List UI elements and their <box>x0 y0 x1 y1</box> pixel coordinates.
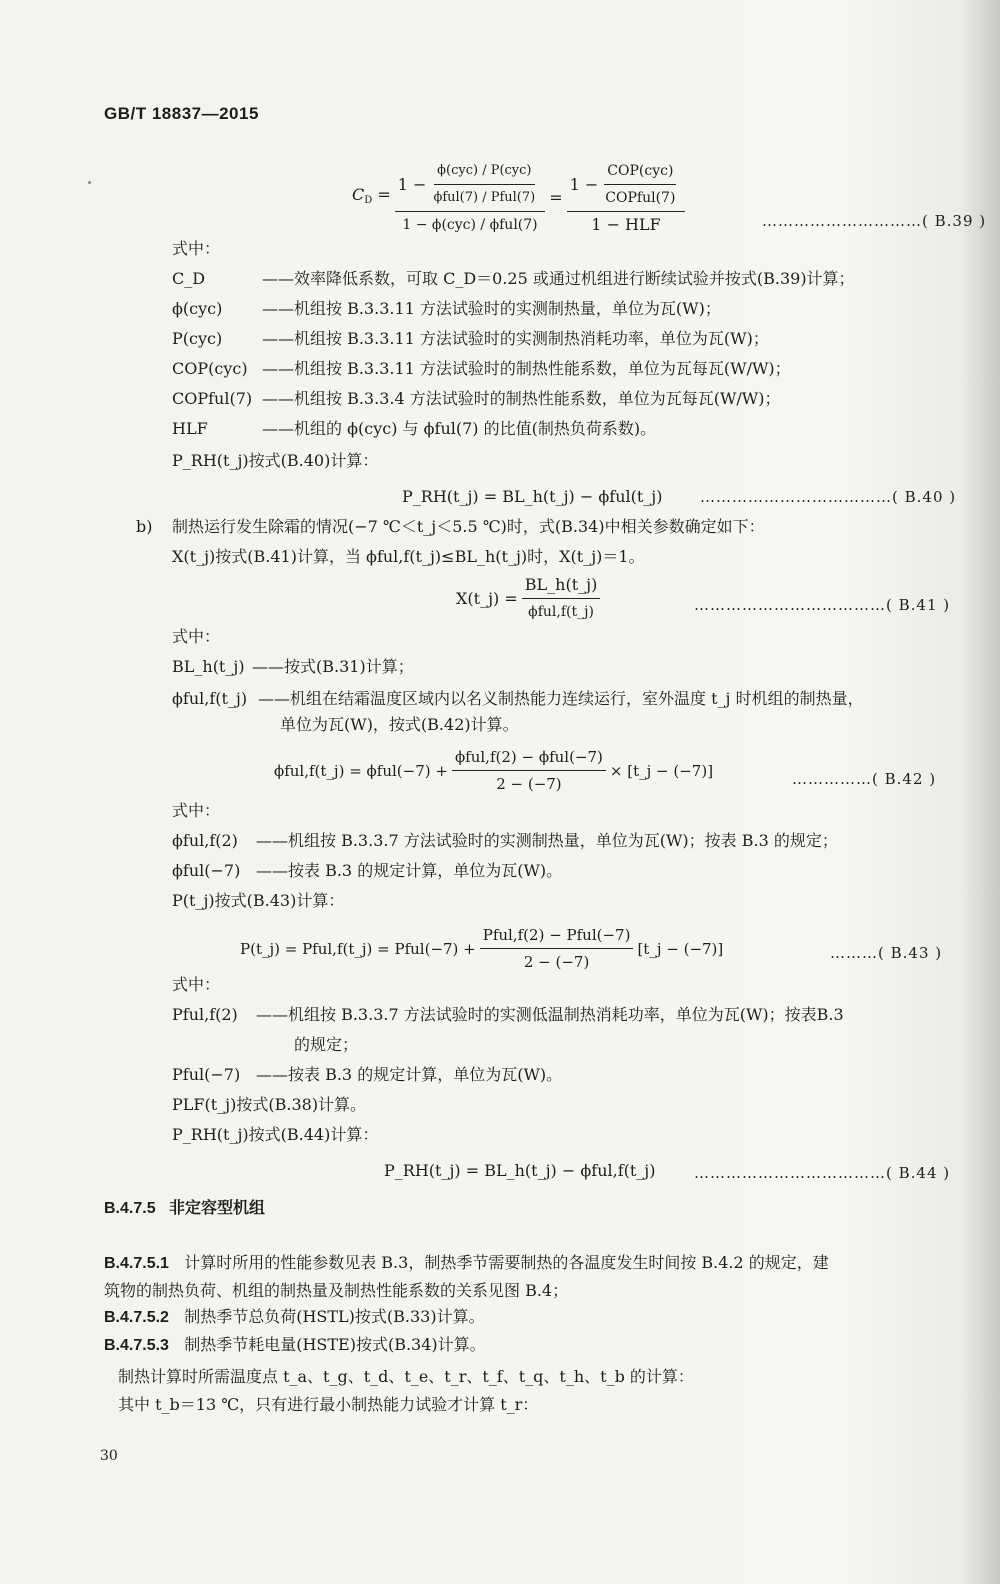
eq39-fraction-1: 1 − $\frac{\text{ϕ(cyc) / P(cyc)}}{\text{ϕful(7) / Pful(7)}}$ 1 − ϕ(cyc) / ϕful(7) <box>395 160 545 236</box>
prh-intro-2: P_RH(t_j)按式(B.44)计算： <box>172 1125 379 1144</box>
para-b47552: B.4.7.5.2 制热季节总负荷(HSTL)按式(B.33)计算。 <box>104 1307 485 1326</box>
where4-sym-0: Pful,f(2) <box>172 1005 238 1024</box>
section-heading: B.4.7.5 非定容型机组 <box>104 1200 265 1217</box>
eq39-fraction-2: 1 − $\frac{\text{COP(cyc)}}{\text{COPful(7)}}$ 1 − HLF <box>567 160 686 236</box>
where1-desc-2: ——机组按 B.3.3.11 方法试验时的实测制热消耗功率，单位为瓦(W)； <box>262 329 769 348</box>
scan-speck <box>88 181 91 184</box>
equation-b39: $C_D$ = 1 − $\frac{\text{ϕ(cyc) / P(cyc)}}{\text{ϕful(7) / Pful(7)}}$ 1 − ϕ(cyc) / ϕful(7) = 1 − $\frac{\text{COP(cyc)}}{\text{COPful(7)}}$ 1 − HLF <box>352 160 689 236</box>
where1-sym-1: ϕ(cyc) <box>172 299 223 318</box>
eq39-number: …………………………( B.39 ) <box>762 212 987 230</box>
where2-desc-1-cont: 单位为瓦(W)，按式(B.42)计算。 <box>280 715 519 734</box>
where1-sym-2: P(cyc) <box>172 329 223 348</box>
where1-desc-4: ——机组按 B.3.3.4 方法试验时的制热性能系数，单位为瓦每瓦(W/W)； <box>262 389 781 408</box>
where3-sym-1: ϕful(−7) <box>172 861 241 880</box>
equation-b40: P_RH(t_j) = BL_h(t_j) − ϕful(t_j) <box>402 487 663 506</box>
where4-desc-0: ——机组按 B.3.3.7 方法试验时的实测低温制热消耗功率，单位为瓦(W)；按表B.3 <box>256 1005 844 1024</box>
p-intro: P(t_j)按式(B.43)计算： <box>172 891 345 910</box>
where4-desc-0-cont: 的规定； <box>294 1035 359 1054</box>
where1-desc-3: ——机组按 B.3.3.11 方法试验时的制热性能系数，单位为瓦每瓦(W/W)； <box>262 359 791 378</box>
where4-sym-1: Pful(−7) <box>172 1065 241 1084</box>
eq41-number: ………………………………( B.41 ) <box>694 596 951 614</box>
where-label-1: 式中： <box>172 239 221 258</box>
where2-desc-1: ——机组在结霜温度区域内以名义制热能力连续运行，室外温度 t_j 时机组的制热量， <box>258 689 864 708</box>
where1-sym-4: COPful(7) <box>172 389 253 408</box>
para-b47551: B.4.7.5.1 计算时所用的性能参数见表 B.3，制热季节需要制热的各温度发生时间按 B.4.2 的规定，建 <box>104 1253 829 1272</box>
where1-desc-1: ——机组按 B.3.3.11 方法试验时的实测制热量，单位为瓦(W)； <box>262 299 721 318</box>
para-temp-points: 制热计算时所需温度点 t_a、t_g、t_d、t_e、t_r、t_f、t_q、t_h、t_b 的计算： <box>118 1367 694 1386</box>
x-intro: X(t_j)按式(B.41)计算，当 ϕful,f(t_j)≤BL_h(t_j)时，X(t_j)＝1。 <box>172 547 645 566</box>
where1-desc-0: ——效率降低系数，可取 C_D＝0.25 或通过机组进行断续试验并按式(B.39)计算； <box>262 269 855 288</box>
where2-desc-0: ——按式(B.31)计算； <box>252 657 414 676</box>
where-label-3: 式中： <box>172 801 221 820</box>
where-label-2: 式中： <box>172 627 221 646</box>
where-label-4: 式中： <box>172 975 221 994</box>
list-marker-b: b) <box>136 517 153 536</box>
para-tb-note: 其中 t_b＝13 ℃，只有进行最小制热能力试验才计算 t_r： <box>118 1395 539 1414</box>
where1-sym-5: HLF <box>172 419 208 438</box>
prh-intro-1: P_RH(t_j)按式(B.40)计算： <box>172 451 379 470</box>
standard-header: GB/T 18837—2015 <box>104 104 259 123</box>
where2-sym-0: BL_h(t_j) <box>172 657 245 676</box>
where4-desc-1: ——按表 B.3 的规定计算，单位为瓦(W)。 <box>256 1065 563 1084</box>
eq42-number: ……………( B.42 ) <box>792 770 937 788</box>
equation-b43: P(t_j) = Pful,f(t_j) = Pful(−7) + $\frac{\text{Pful,f(2) − Pful(−7)}}{2 - (-7)}$ [t_j − (−7)] <box>240 926 724 971</box>
eq44-number: ………………………………( B.44 ) <box>694 1164 951 1182</box>
eq40-number: ………………………………( B.40 ) <box>700 488 957 506</box>
equation-b41: X(t_j) = $\frac{BL\_h(t\_j)}{\text{ϕful,f(t\_j)}}$ <box>456 574 604 623</box>
where1-desc-5: ——机组的 ϕ(cyc) 与 ϕful(7) 的比值(制热负荷系数)。 <box>262 419 657 438</box>
where3-sym-0: ϕful,f(2) <box>172 831 238 850</box>
eq39-lhs: $C_D$ = <box>352 185 391 206</box>
para-b47553: B.4.7.5.3 制热季节耗电量(HSTE)按式(B.34)计算。 <box>104 1335 486 1354</box>
eq43-number: ………( B.43 ) <box>830 944 943 962</box>
equation-b42: ϕful,f(t_j) = ϕful(−7) + $\frac{\text{ϕful,f(2) − ϕful(−7)}}{2 - (-7)}$ × [t_j − (−7)] <box>274 748 714 793</box>
page-number: 30 <box>100 1448 118 1464</box>
where1-sym-3: COP(cyc) <box>172 359 248 378</box>
item-b-text: 制热运行发生除霜的情况(−7 ℃＜t_j＜5.5 ℃)时，式(B.34)中相关参数确定如下： <box>172 517 765 536</box>
where1-sym-0: C_D <box>172 269 206 288</box>
para-b47551-cont: 筑物的制热负荷、机组的制热量及制热性能系数的关系见图 B.4； <box>104 1281 569 1300</box>
where2-sym-1: ϕful,f(t_j) <box>172 689 248 708</box>
where3-desc-0: ——机组按 B.3.3.7 方法试验时的实测制热量，单位为瓦(W)；按表 B.3 的规定； <box>256 831 838 850</box>
plf-intro: PLF(t_j)按式(B.38)计算。 <box>172 1095 367 1114</box>
where3-desc-1: ——按表 B.3 的规定计算，单位为瓦(W)。 <box>256 861 563 880</box>
equation-b44: P_RH(t_j) = BL_h(t_j) − ϕful,f(t_j) <box>384 1161 656 1180</box>
